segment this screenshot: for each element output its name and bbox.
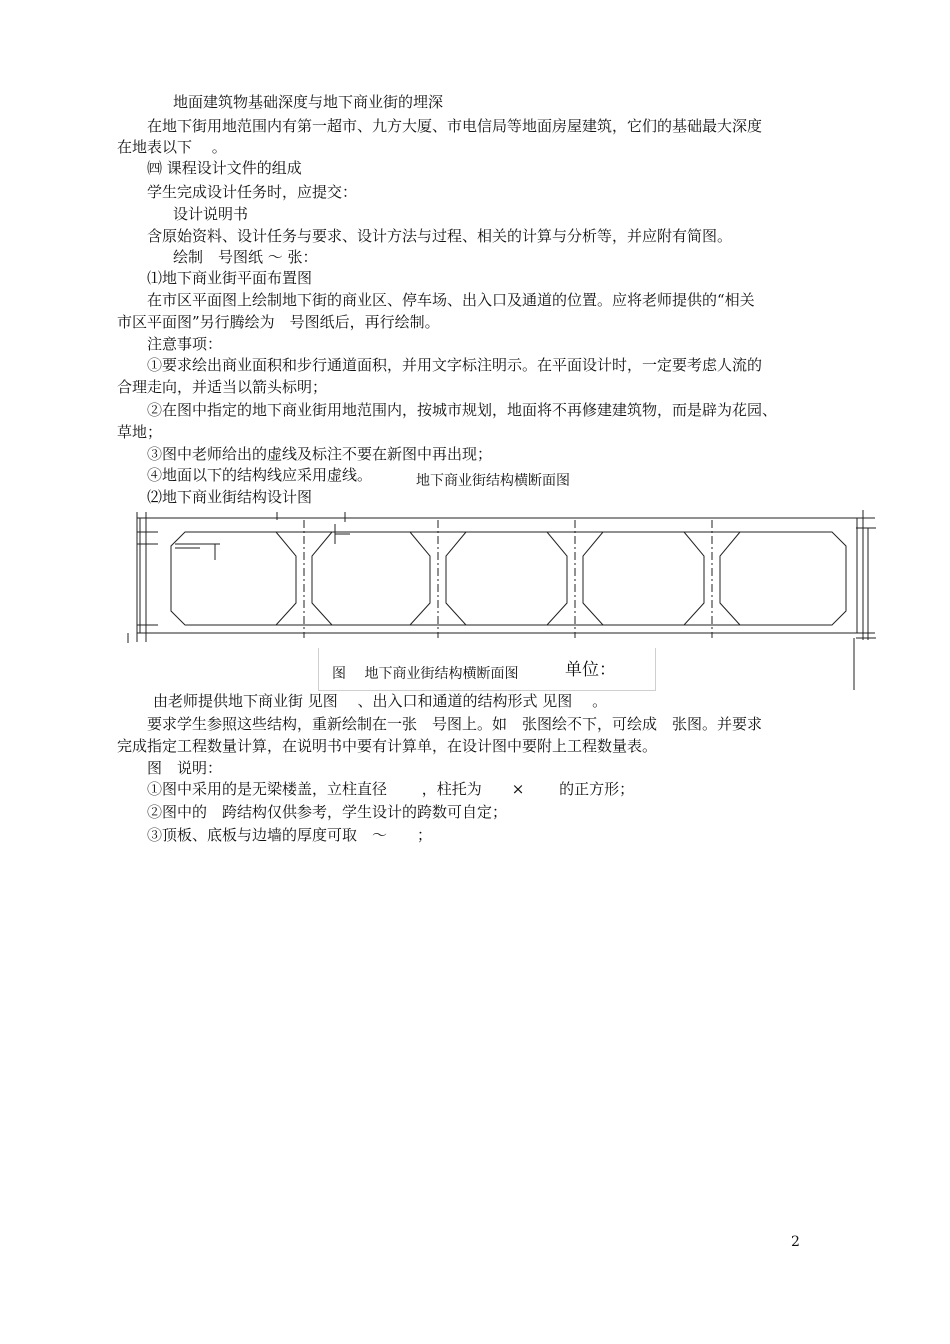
list-item: 绘制 号图纸 ～ 张： [173, 248, 318, 266]
note-item: ④地面以下的结构线应采用虚线。 [147, 466, 373, 484]
paragraph-line: 在地表以下 。 [117, 138, 227, 156]
note-item: ②在图中指定的地下商业街用地范围内，按城市规划，地面将不再修建建筑物，而是辟为花园、 [147, 401, 778, 419]
inner-outline [171, 532, 846, 625]
figure-caption: 图 地下商业街结构横断面图 [332, 666, 519, 682]
list-item: 设计说明书 [173, 205, 249, 223]
page-number: 2 [791, 1234, 800, 1250]
paragraph-line: 要求学生参照这些结构，重新绘制在一张 号图上。如 张图绘不下，可绘成 张图。并要求 [147, 715, 763, 733]
paragraph-line: 含原始资料、设计任务与要求、设计方法与过程、相关的计算与分析等，并应附有简图。 [147, 227, 733, 245]
section-heading: 地面建筑物基础深度与地下商业街的埋深 [173, 93, 444, 111]
note-item-cont: 草地； [117, 423, 163, 441]
note-item: ②图中的 跨结构仅供参考，学生设计的跨数可自定； [147, 803, 508, 821]
section-heading: ㈣ 课程设计文件的组成 [147, 159, 302, 177]
subsection-heading: ⑴地下商业街平面布置图 [147, 269, 313, 287]
paragraph-line: 完成指定工程数量计算，在说明书中要有计算单，在设计图中要附上工程数量表。 [117, 737, 658, 755]
note-item: ③图中老师给出的虚线及标注不要在新图中再出现； [147, 445, 493, 463]
notes-heading: 注意事项： [147, 335, 223, 353]
note-item: ①要求绘出商业面积和步行通道面积，并用文字标注明示。在平面设计时，一定要考虑人流的 [147, 356, 763, 374]
outer-wall [140, 518, 857, 633]
note-item: ③顶板、底板与边墙的厚度可取 ～ ； [147, 826, 433, 844]
note-item-cont: 合理走向，并适当以箭头标明； [117, 378, 328, 396]
figure-heading: 地下商业街结构横断面图 [416, 473, 570, 489]
note-item: ①图中采用的是无梁楼盖，立柱直径 ，柱托为 × 的正方形； [147, 780, 635, 798]
paragraph-line: 学生完成设计任务时，应提交： [147, 183, 358, 201]
paragraph-line: 在市区平面图上绘制地下街的商业区、停车场、出入口及通道的位置。应将老师提供的“相关 [147, 291, 755, 309]
notes-heading: 图 说明： [147, 759, 223, 777]
paragraph-line: 在地下街用地范围内有第一超市、九方大厦、市电信局等地面房屋建筑，它们的基础最大深度 [147, 117, 763, 135]
unit-label: 单位： [565, 660, 616, 680]
paragraph-line: 由老师提供地下商业街 见图 、出入口和通道的结构形式 见图 。 [153, 692, 608, 710]
subsection-heading: ⑵地下商业街结构设计图 [147, 488, 313, 506]
paragraph-line: 市区平面图”另行腾绘为 号图纸后，再行绘制。 [117, 313, 440, 331]
